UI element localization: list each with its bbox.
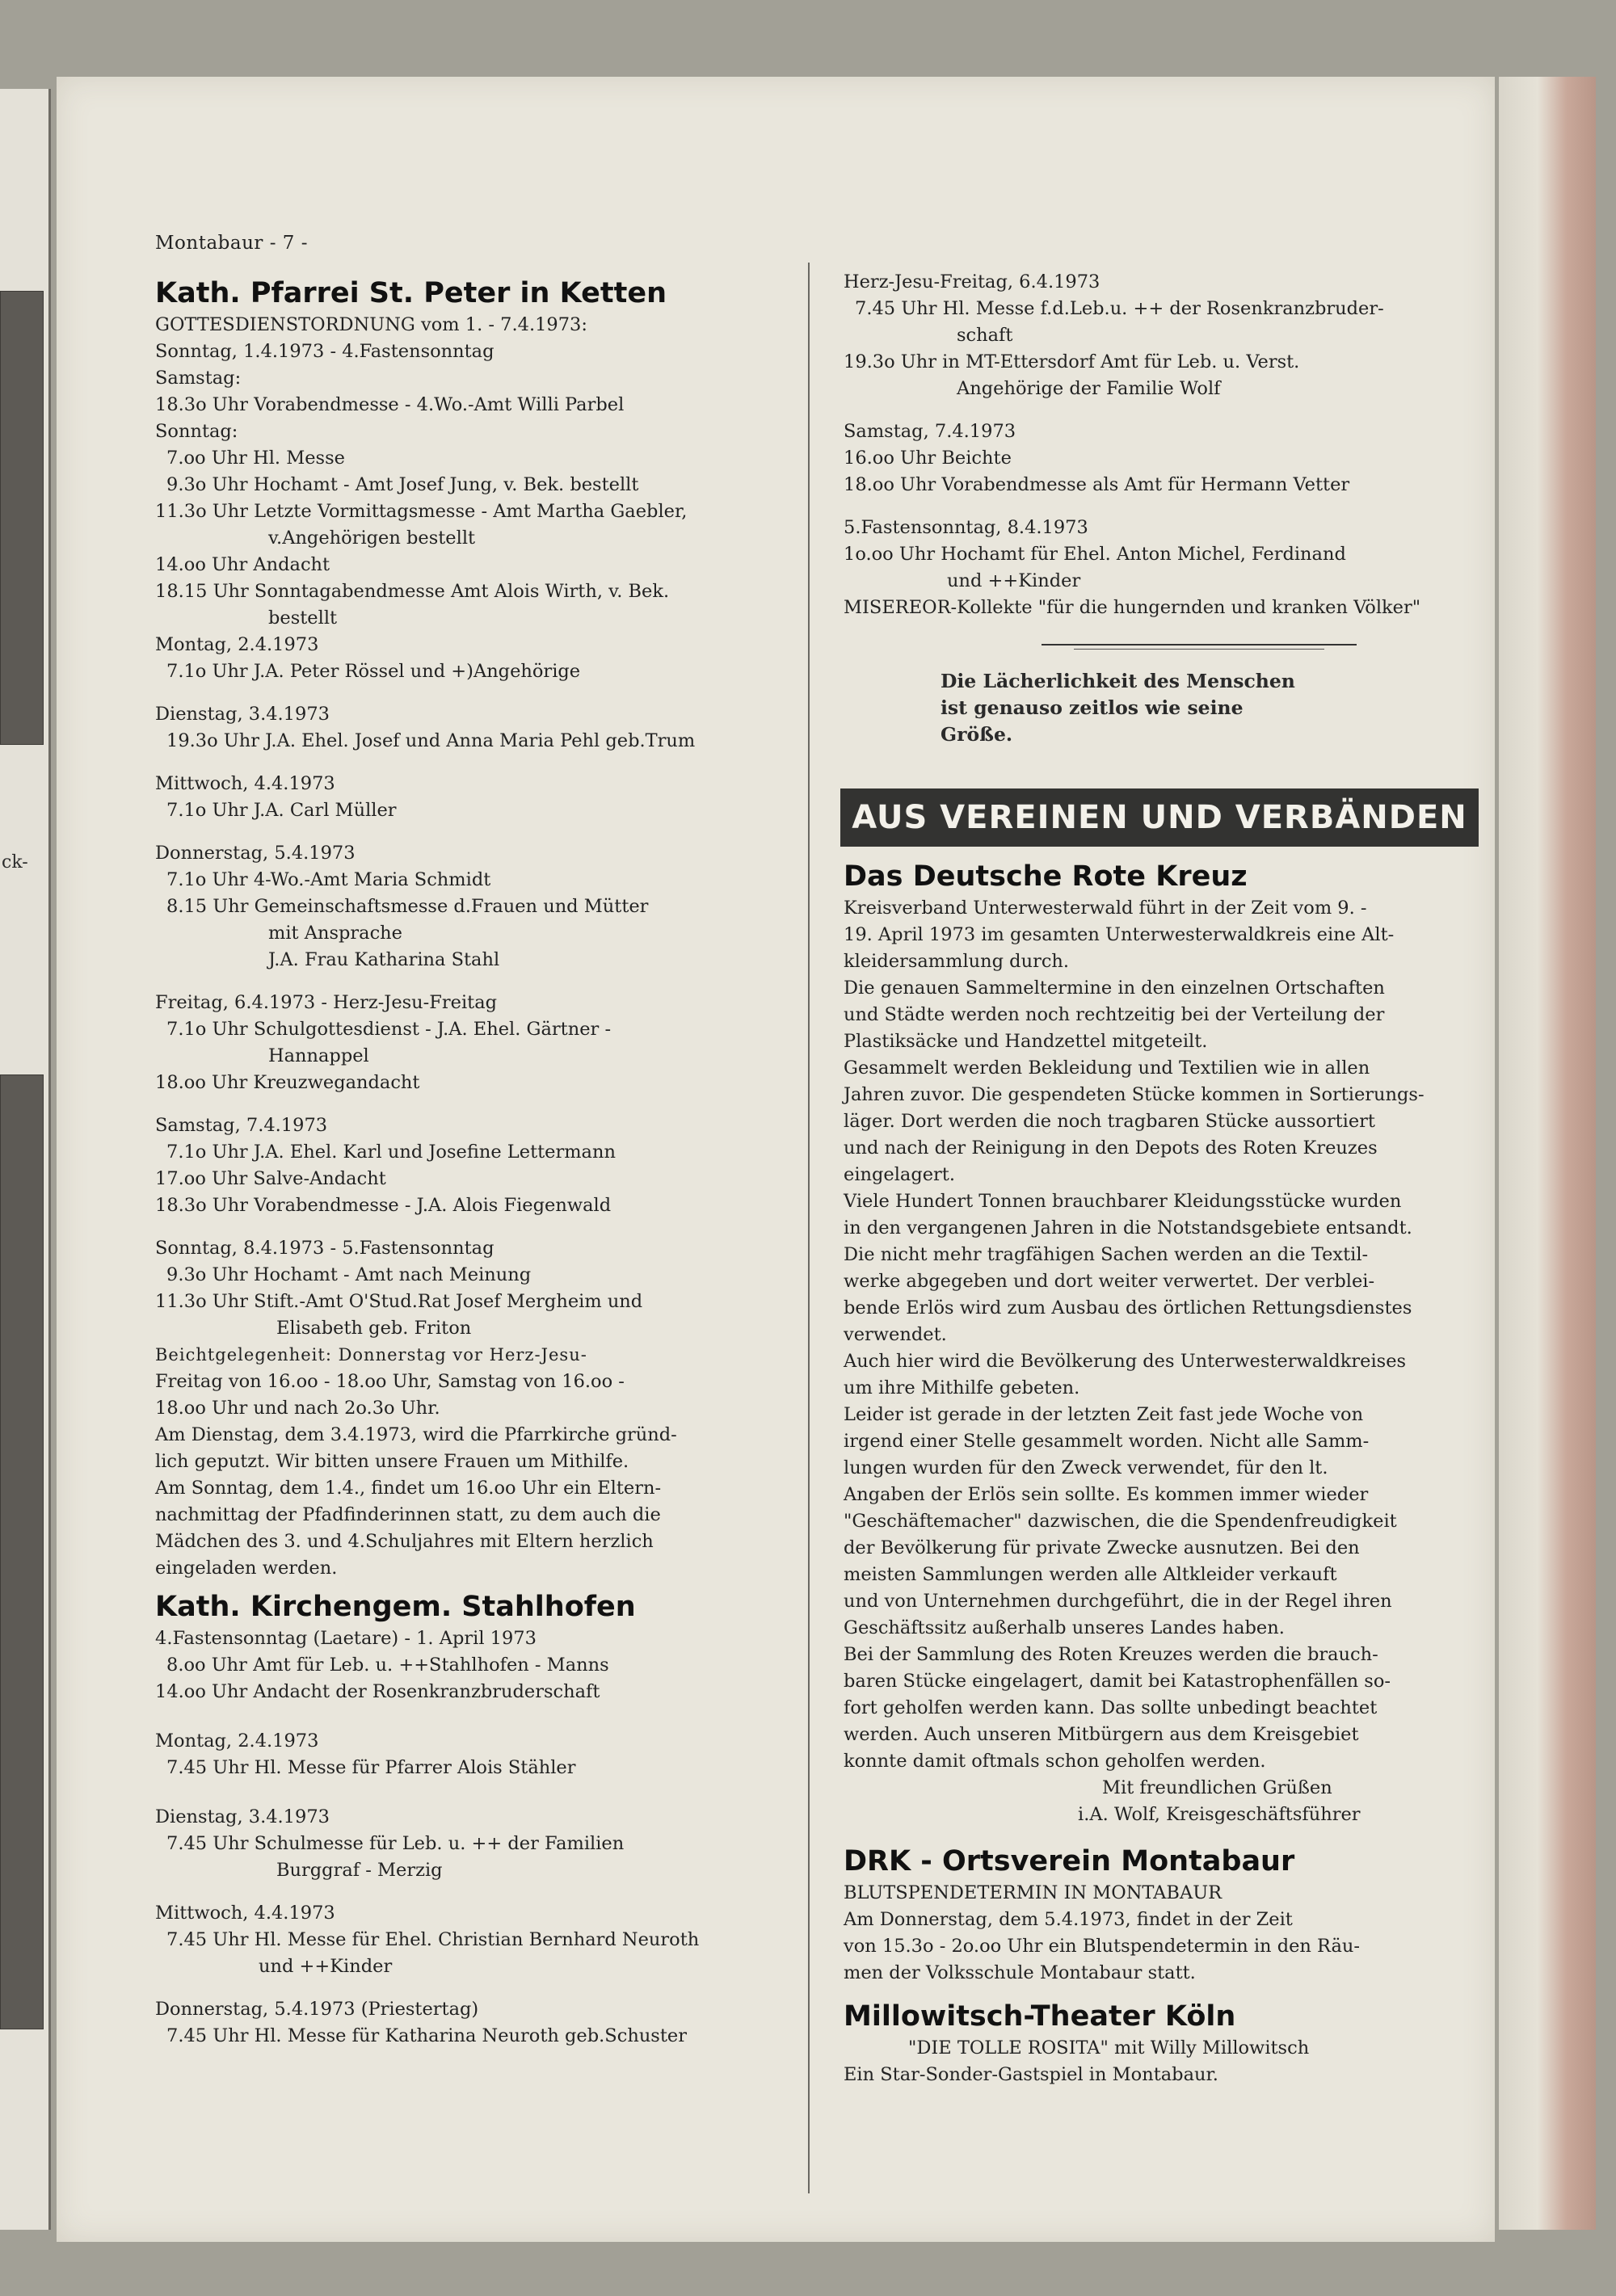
adjacent-photo [0, 1074, 44, 2029]
text-line: 18.15 Uhr Sonntagabendmesse Amt Alois Wirth, v. Bek. [155, 581, 670, 602]
section-banner: AUS VEREINEN UND VERBÄNDEN [840, 788, 1479, 847]
spacer [155, 1219, 802, 1235]
text-line: Viele Hundert Tonnen brauchbarer Kleidungsstücke wurden [844, 1191, 1402, 1212]
adjacent-photo [0, 291, 44, 745]
text-line: lungen wurden für den Zweck verwendet, für den lt. [844, 1457, 1328, 1478]
text-line: 18.3o Uhr Vorabendmesse - 4.Wo.-Amt Willi Parbel [155, 394, 625, 415]
text-line: und Städte werden noch rechtzeitig bei der Verteilung der [844, 1004, 1385, 1025]
text-line: Samstag, 7.4.1973 [155, 1115, 328, 1136]
text-line: 7.45 Uhr Hl. Messe f.d.Leb.u. ++ der Rosenkranzbruder- [855, 298, 1384, 319]
text-line: 16.oo Uhr Beichte [844, 448, 1012, 469]
text-line: Bei der Sammlung des Roten Kreuzes werden die brauch- [844, 1644, 1378, 1665]
text-line: BLUTSPENDETERMIN IN MONTABAUR [844, 1882, 1223, 1903]
text-line: kleidersammlung durch. [844, 951, 1070, 972]
text-line: Mittwoch, 4.4.1973 [155, 1903, 335, 1924]
text-line: und von Unternehmen durchgeführt, die in der Regel ihren [844, 1591, 1392, 1612]
left-column [155, 230, 802, 2050]
text-line: Ein Star-Sonder-Gastspiel in Montabaur. [844, 2064, 1218, 2085]
text-line: irgend einer Stelle gesammelt worden. Nicht alle Samm- [844, 1431, 1370, 1452]
text-line: Dienstag, 3.4.1973 [155, 704, 330, 725]
text-line: 19. April 1973 im gesamten Unterwesterwaldkreis eine Alt- [844, 924, 1395, 945]
text-line: 14.oo Uhr Andacht [155, 554, 330, 575]
book-spine [1499, 77, 1596, 2230]
text-line: Sonntag, 1.4.1973 - 4.Fastensonntag [155, 341, 494, 362]
text-line: lich geputzt. Wir bitten unsere Frauen um Mithilfe. [155, 1451, 629, 1472]
article-drk-body [844, 895, 1506, 1775]
text-line: Am Donnerstag, dem 5.4.1973, findet in der Zeit [844, 1909, 1293, 1930]
text-line: Angaben der Erlös sein sollte. Es kommen immer wieder [844, 1484, 1369, 1505]
text-line: Die Lächerlichkeit des Menschen [941, 670, 1295, 692]
text-line: J.A. Frau Katharina Stahl [268, 949, 500, 970]
schedule-ketten [155, 312, 802, 1582]
text-line: Gesammelt werden Bekleidung und Textilien wie in allen [844, 1058, 1370, 1079]
text-line: Hannappel [268, 1045, 369, 1066]
article-title: DRK - Ortsverein Montabaur [844, 1845, 1295, 1878]
spacer [155, 755, 802, 771]
running-head: Montabaur - 7 - [155, 233, 309, 254]
text-line: Montag, 2.4.1973 [155, 634, 319, 655]
text-line: 1o.oo Uhr Hochamt für Ehel. Anton Michel, Ferdinand [844, 544, 1346, 565]
article-theater-body [844, 2035, 1506, 2088]
text-line: 9.3o Uhr Hochamt - Amt Josef Jung, v. Bek. bestellt [166, 474, 639, 495]
text-line: Mädchen des 3. und 4.Schuljahres mit Eltern herzlich [155, 1531, 654, 1552]
article-ortsverein-body [844, 1880, 1506, 1987]
text-line: 18.oo Uhr und nach 2o.3o Uhr. [155, 1398, 440, 1419]
text-line: GOTTESDIENSTORDNUNG vom 1. - 7.4.1973: [155, 314, 587, 335]
spacer [155, 973, 802, 990]
text-line: 18.3o Uhr Vorabendmesse - J.A. Alois Fiegenwald [155, 1195, 612, 1216]
ornament-divider [1042, 639, 1357, 650]
text-line: 4.Fastensonntag (Laetare) - 1. April 1973 [155, 1628, 537, 1649]
text-line: Am Dienstag, dem 3.4.1973, wird die Pfarrkirche gründ- [155, 1424, 677, 1445]
spacer [844, 498, 1506, 515]
text-line: MISEREOR-Kollekte "für die hungernden und kranken Völker" [844, 597, 1421, 618]
text-line: Dienstag, 3.4.1973 [155, 1806, 330, 1827]
text-line: 7.oo Uhr Hl. Messe [166, 448, 345, 469]
text-line: der Bevölkerung für private Zwecke ausnutzen. Bei den [844, 1537, 1360, 1558]
text-line: "DIE TOLLE ROSITA" mit Willy Millowitsch [908, 2037, 1310, 2058]
text-line: men der Volksschule Montabaur statt. [844, 1962, 1196, 1983]
text-line: ist genauso zeitlos wie seine [941, 696, 1244, 719]
section-title: Kath. Kirchengem. Stahlhofen [155, 1591, 636, 1623]
text-line: Samstag, 7.4.1973 [844, 421, 1016, 442]
text-line: Elisabeth geb. Friton [276, 1318, 472, 1339]
text-line: bende Erlös wird zum Ausbau des örtlichen Rettungsdienstes [844, 1297, 1412, 1318]
text-line: Freitag von 16.oo - 18.oo Uhr, Samstag von 16.oo - [155, 1371, 625, 1392]
text-line: Burggraf - Merzig [276, 1860, 443, 1881]
newspaper-page [57, 77, 1495, 2242]
text-line: Donnerstag, 5.4.1973 [155, 843, 356, 864]
text-line: 11.3o Uhr Stift.-Amt O'Stud.Rat Josef Mergheim und [155, 1291, 643, 1312]
text-line: schaft [957, 325, 1013, 346]
text-line: konnte damit oftmals schon geholfen werden. [844, 1751, 1266, 1772]
text-line: 7.1o Uhr 4-Wo.-Amt Maria Schmidt [166, 869, 491, 890]
text-line: Kreisverband Unterwesterwald führt in der Zeit vom 9. - [844, 898, 1367, 919]
spacer [155, 1980, 802, 1996]
text-line: 7.1o Uhr J.A. Carl Müller [166, 800, 397, 821]
text-line: 7.45 Uhr Hl. Messe für Ehel. Christian Bernhard Neuroth [166, 1929, 700, 1950]
spacer [155, 1781, 802, 1804]
text-line: Größe. [941, 723, 1013, 746]
adjacent-page-fragment: ck- [2, 852, 28, 873]
spacer [155, 824, 802, 840]
spacer [155, 685, 802, 701]
text-line: Jahren zuvor. Die gespendeten Stücke kommen in Sortierungs- [844, 1084, 1425, 1105]
text-line: 7.45 Uhr Schulmesse für Leb. u. ++ der Familien [166, 1833, 625, 1854]
text-line: 11.3o Uhr Letzte Vormittagsmesse - Amt Martha Gaebler, [155, 501, 688, 522]
text-line: baren Stücke eingelagert, damit bei Katastrophenfällen so- [844, 1671, 1391, 1692]
text-line: und ++Kinder [259, 1956, 393, 1977]
text-line: 17.oo Uhr Salve-Andacht [155, 1168, 386, 1189]
text-line: von 15.3o - 2o.oo Uhr ein Blutspendetermin in den Räu- [844, 1936, 1361, 1957]
article-title: Das Deutsche Rote Kreuz [844, 860, 1248, 893]
text-line: meisten Sammlungen werden alle Altkleider verkauft [844, 1564, 1337, 1585]
text-line: Die genauen Sammeltermine in den einzelnen Ortschaften [844, 978, 1385, 999]
text-line: 18.oo Uhr Vorabendmesse als Amt für Hermann Vetter [844, 474, 1350, 495]
text-line: 19.3o Uhr in MT-Ettersdorf Amt für Leb. u. Verst. [844, 351, 1300, 372]
text-line: Leider ist gerade in der letzten Zeit fast jede Woche von [844, 1404, 1364, 1425]
spacer [155, 1096, 802, 1112]
text-line: eingelagert. [844, 1164, 955, 1185]
spacer [155, 1884, 802, 1900]
text-line: 5.Fastensonntag, 8.4.1973 [844, 517, 1088, 538]
spacer [155, 1705, 802, 1728]
text-line: und nach der Reinigung in den Depots des Roten Kreuzes [844, 1137, 1378, 1159]
section-title: Kath. Pfarrei St. Peter in Ketten [155, 277, 667, 309]
text-line: in den vergangenen Jahren in die Notstandsgebiete entsandt. [844, 1217, 1412, 1238]
text-line: Die nicht mehr tragfähigen Sachen werden an die Textil- [844, 1244, 1369, 1265]
text-line: 8.oo Uhr Amt für Leb. u. ++Stahlhofen - Manns [166, 1655, 609, 1676]
text-line: Mittwoch, 4.4.1973 [155, 773, 335, 794]
spacer [844, 402, 1506, 418]
text-line: Donnerstag, 5.4.1973 (Priestertag) [155, 1999, 479, 2020]
text-line: Am Sonntag, dem 1.4., findet um 16.oo Uhr ein Eltern- [155, 1478, 662, 1499]
text-line: Sonntag: [155, 421, 238, 442]
text-line: 18.oo Uhr Kreuzwegandacht [155, 1072, 420, 1093]
text-line: v.Angehörigen bestellt [268, 528, 476, 549]
text-line: Sonntag, 8.4.1973 - 5.Fastensonntag [155, 1238, 494, 1259]
text-line: Geschäftssitz außerhalb unseres Landes haben. [844, 1617, 1285, 1638]
text-line: eingeladen werden. [155, 1558, 338, 1579]
text-line: 7.1o Uhr Schulgottesdienst - J.A. Ehel. Gärtner - [166, 1019, 612, 1040]
closing-greeting: Mit freundlichen Grüßen [1102, 1777, 1332, 1798]
text-line: 7.45 Uhr Hl. Messe für Pfarrer Alois Stähler [166, 1757, 576, 1778]
text-line: 19.3o Uhr J.A. Ehel. Josef und Anna Maria Pehl geb.Trum [166, 730, 696, 751]
text-line: werke abgegeben und dort weiter verwertet. Der verblei- [844, 1271, 1375, 1292]
text-line: Herz-Jesu-Freitag, 6.4.1973 [844, 271, 1100, 292]
text-line: Samstag: [155, 368, 242, 389]
column-divider [808, 263, 810, 2193]
text-line: Freitag, 6.4.1973 - Herz-Jesu-Freitag [155, 992, 498, 1013]
text-line: 14.oo Uhr Andacht der Rosenkranzbruderschaft [155, 1681, 600, 1702]
right-column [844, 269, 1506, 2088]
signature: i.A. Wolf, Kreisgeschäftsführer [1078, 1804, 1361, 1825]
text-line: 7.1o Uhr J.A. Ehel. Karl und Josefine Lettermann [166, 1142, 616, 1163]
text-line: bestellt [268, 608, 338, 629]
text-line: "Geschäftemacher" dazwischen, die die Spendenfreudigkeit [844, 1511, 1397, 1532]
text-line: Angehörige der Familie Wolf [957, 378, 1221, 399]
schedule-continued [844, 269, 1506, 621]
text-line: nachmittag der Pfadfinderinnen statt, zu dem auch die [155, 1504, 661, 1525]
text-line: Auch hier wird die Bevölkerung des Unterwesterwaldkreises [844, 1351, 1407, 1372]
text-line: 9.3o Uhr Hochamt - Amt nach Meinung [166, 1264, 532, 1285]
text-line: verwendet. [844, 1324, 947, 1345]
text-line: um ihre Mithilfe gebeten. [844, 1377, 1080, 1398]
schedule-stahlhofen [155, 1625, 802, 2050]
text-line: Plastiksäcke und Handzettel mitgeteilt. [844, 1031, 1208, 1052]
text-line: und ++Kinder [947, 570, 1081, 591]
text-line: werden. Auch unseren Mitbürgern aus dem Kreisgebiet [844, 1724, 1359, 1745]
adjacent-page-strip [0, 89, 51, 2230]
article-title: Millowitsch-Theater Köln [844, 2000, 1236, 2033]
quote-box [844, 668, 1506, 748]
text-line: 7.1o Uhr J.A. Peter Rössel und +)Angehörige [166, 661, 581, 682]
text-line: mit Ansprache [268, 923, 402, 944]
text-line: 8.15 Uhr Gemeinschaftsmesse d.Frauen und Mütter [166, 896, 649, 917]
text-line: 7.45 Uhr Hl. Messe für Katharina Neuroth geb.Schuster [166, 2025, 687, 2046]
text-line: fort geholfen werden kann. Das sollte unbedingt beachtet [844, 1697, 1378, 1718]
text-line: läger. Dort werden die noch tragbaren Stücke aussortiert [844, 1111, 1375, 1132]
text-line: Beichtgelegenheit: Donnerstag vor Herz-Jesu- [155, 1345, 587, 1365]
text-line: Montag, 2.4.1973 [155, 1730, 319, 1751]
